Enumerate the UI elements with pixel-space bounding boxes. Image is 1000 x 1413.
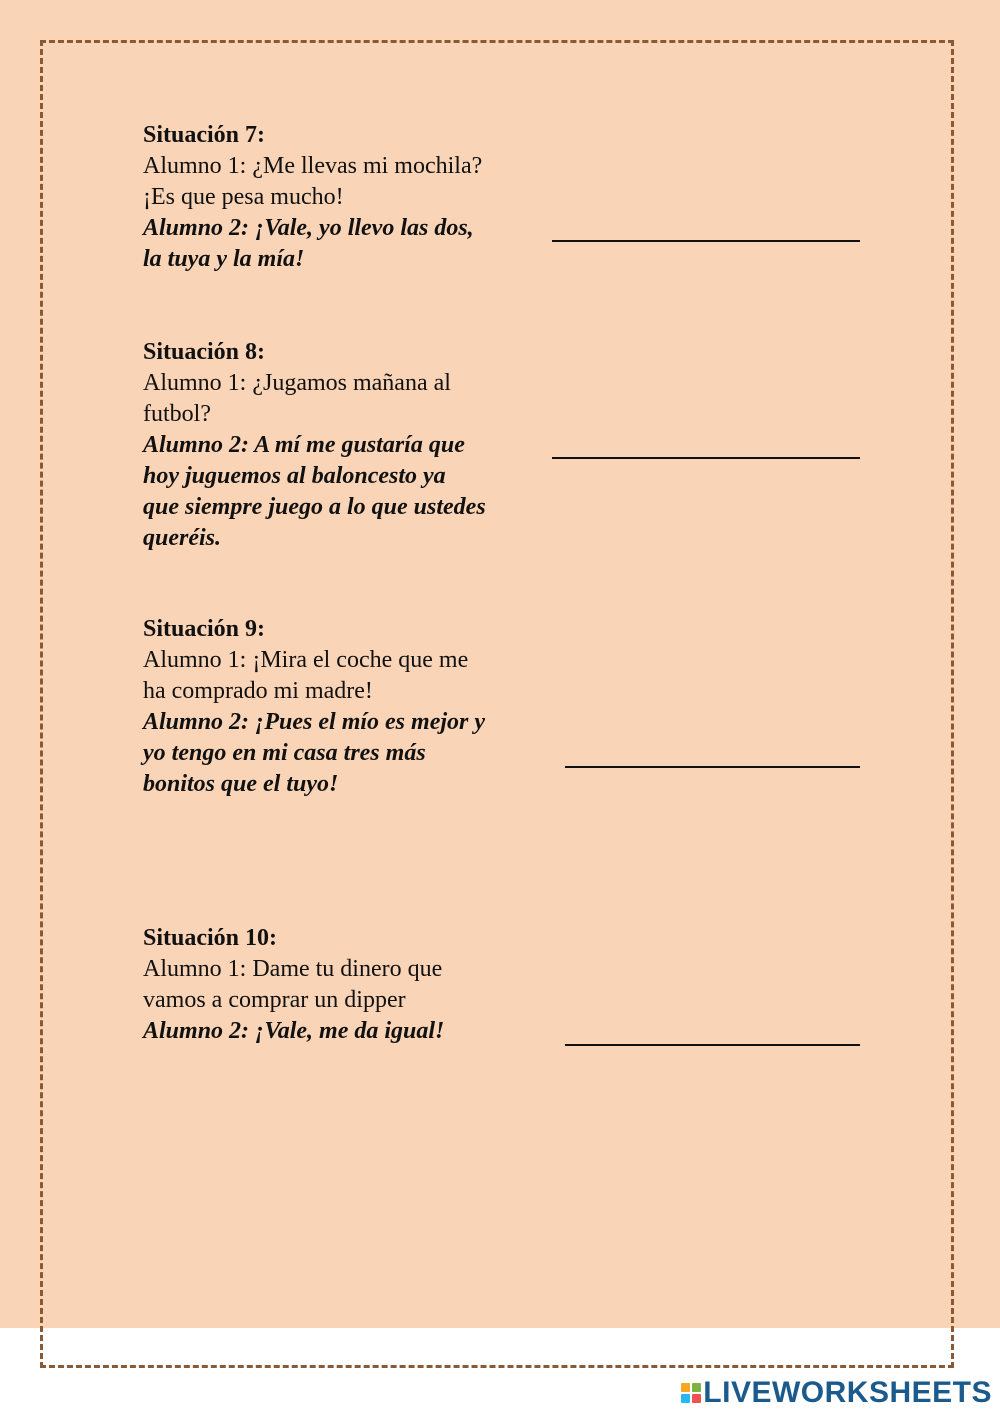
alumno1-line: Alumno 1: ¿Jugamos mañana al (143, 370, 451, 396)
logo-tile (692, 1394, 701, 1403)
logo-brand-text: LIVEWORKSHEETS (703, 1376, 992, 1409)
situation-9 (143, 614, 543, 800)
alumno2-line: la tuya y la mía! (143, 246, 305, 272)
alumno2-line: bonitos que el tuyo! (143, 771, 339, 797)
answer-input-situation-10[interactable] (565, 1018, 860, 1046)
alumno1-line: Alumno 1: Dame tu dinero que (143, 956, 443, 982)
answer-input-situation-9[interactable] (565, 740, 860, 768)
situation-10 (143, 923, 543, 1047)
logo-tile (692, 1383, 701, 1392)
alumno2-line: Alumno 2: ¡Vale, me da igual! (143, 1018, 445, 1044)
alumno2-line: hoy juguemos al baloncesto ya (143, 463, 446, 489)
alumno1-line: Alumno 1: ¿Me llevas mi mochila? (143, 153, 483, 179)
alumno1-line: ha comprado mi madre! (143, 678, 373, 704)
situation-title: Situación 10: (143, 925, 278, 951)
situation-8 (143, 337, 543, 554)
logo-tile (681, 1394, 690, 1403)
alumno1-line: futbol? (143, 401, 211, 427)
situation-title: Situación 8: (143, 339, 266, 365)
situation-7 (143, 120, 543, 275)
answer-input-situation-7[interactable] (552, 214, 860, 242)
alumno2-line: Alumno 2: ¡Vale, yo llevo las dos, (143, 215, 474, 241)
alumno1-line: Alumno 1: ¡Mira el coche que me (143, 647, 469, 673)
alumno2-line: que siempre juego a lo que ustedes (143, 494, 486, 520)
logo-tile (681, 1383, 690, 1392)
situation-title: Situación 9: (143, 616, 266, 642)
alumno2-line: Alumno 2: A mí me gustaría que (143, 432, 465, 458)
logo-grid-icon (681, 1383, 701, 1403)
liveworksheets-logo (681, 1378, 992, 1408)
alumno2-line: yo tengo en mi casa tres más (143, 740, 426, 766)
alumno1-line: vamos a comprar un dipper (143, 987, 406, 1013)
alumno1-line: ¡Es que pesa mucho! (143, 184, 344, 210)
situation-title: Situación 7: (143, 122, 266, 148)
alumno2-line: queréis. (143, 525, 221, 551)
alumno2-line: Alumno 2: ¡Pues el mío es mejor y (143, 709, 485, 735)
answer-input-situation-8[interactable] (552, 431, 860, 459)
